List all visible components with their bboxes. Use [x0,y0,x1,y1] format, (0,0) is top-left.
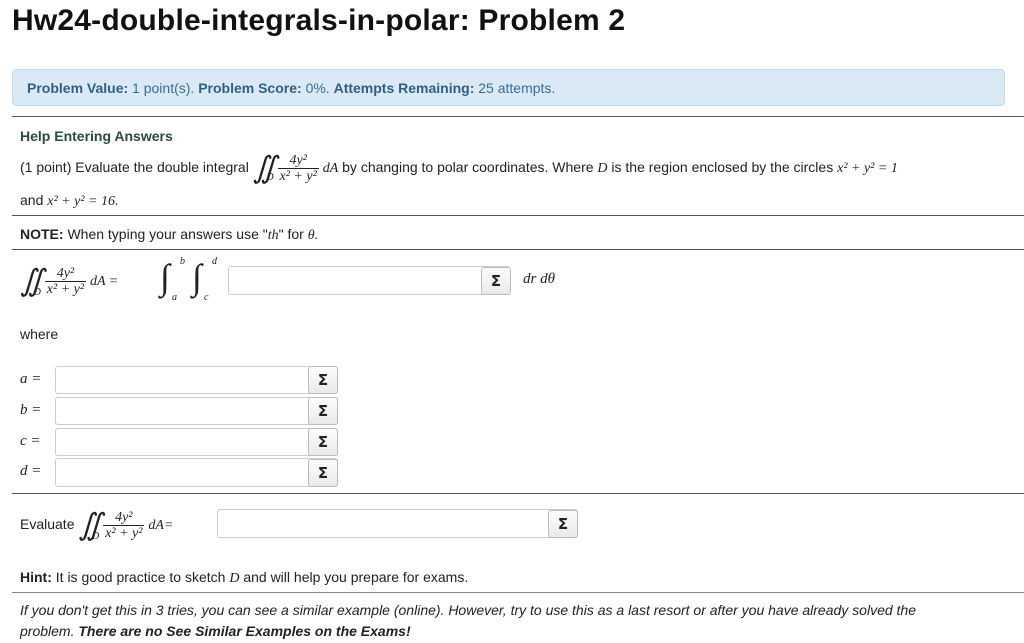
limit-d-label: d = [20,463,42,479]
sigma-icon[interactable]: Σ [548,510,578,538]
divider [12,493,1024,494]
where-label: where [20,326,59,342]
integrand-denominator: x² + y² [46,281,85,297]
integrand-denominator: x² + y² [279,168,317,184]
integrand-fraction [278,153,319,184]
inner-integral-symbol: ∫ [192,257,202,297]
footer-problem-text: problem. [20,623,75,639]
hint-label: Hint: [20,569,52,585]
attempts-remaining-label: Attempts Remaining: [333,80,475,96]
page-title: Hw24-double-integrals-in-polar: Problem 2 [12,4,626,37]
note-th: th [267,228,279,243]
note-text-after: " for [278,226,304,242]
double-integral-symbol: ∬ [20,264,34,298]
integrand-numerator: 4y² [289,152,307,168]
integrand-answer-input[interactable] [228,266,510,295]
hint [20,569,468,587]
note-theta: θ. [307,228,319,243]
region-subscript: D [266,172,274,183]
outer-integral-symbol: ∫ [160,257,170,297]
outer-upper-limit-b: b [180,256,185,267]
integrand-fraction [45,266,86,297]
limit-a-label: a = [20,371,42,387]
sigma-icon[interactable]: Σ [308,428,338,456]
circle-2-equation: x² + y² = 16. [47,194,119,209]
problem-statement-line-2 [20,192,118,210]
problem-value: 1 point(s). [132,80,195,96]
inner-upper-limit-d: d [212,256,217,267]
problem-prefix: (1 point) Evaluate the double integral [20,159,249,175]
setup-equals: dA = [89,274,119,289]
evaluate-answer-input[interactable] [217,509,578,538]
region-subscript: D [92,531,100,542]
hint-D: D [229,571,240,586]
hint-text-before: It is good practice to sketch [55,569,226,585]
footer-exams-warning: There are no See Similar Examples on the Exams! [78,623,411,639]
and-text: and [20,192,44,208]
problem-suffix: is the region enclosed by the circles [611,159,834,175]
setup-integral-left [20,258,118,302]
integrand-numerator: 4y² [56,265,75,281]
limit-b-input[interactable] [55,397,338,425]
circle-1-equation: x² + y² = 1 [837,161,898,176]
divider [12,592,1024,593]
problem-score-label: Problem Score: [198,80,302,96]
limit-b-label: b = [20,402,42,418]
evaluate-row [20,502,173,546]
sigma-icon[interactable]: Σ [308,397,338,425]
limit-c-input[interactable] [55,428,338,456]
note-label: NOTE: [20,226,64,242]
evaluate-label: Evaluate [20,516,75,532]
sigma-icon[interactable]: Σ [308,459,338,487]
double-integral-symbol: ∬ [252,151,267,185]
problem-statement [20,147,898,187]
note [20,226,318,244]
integrand-fraction [103,510,144,541]
attempts-remaining: 25 attempts. [478,80,556,96]
problem-value-label: Problem Value: [27,80,129,96]
evaluate-dA: dA= [148,518,174,533]
region-subscript: D [33,287,41,298]
divider [12,116,1024,117]
note-text-before: When typing your answers use " [67,226,268,242]
divider [12,249,1024,250]
hint-text-after: and will help you prepare for exams. [243,569,469,585]
region-D: D [597,161,608,176]
outer-lower-limit-a: a [172,292,177,303]
integrand-denominator: x² + y² [105,525,143,541]
integrand-numerator: 4y² [115,509,133,525]
problem-score: 0%. [305,80,330,96]
limit-a-input[interactable] [55,366,338,394]
limit-d-input[interactable] [55,458,338,487]
differentials-dr-dtheta: dr dθ [523,271,555,287]
help-entering-answers-link[interactable]: Help Entering Answers [20,128,173,144]
integrand-dA: dA [322,161,339,176]
footer-line-2 [20,623,411,639]
limit-c-label: c = [20,433,41,449]
problem-info-bar [12,69,1005,106]
problem-middle: by changing to polar coordinates. Where [342,159,594,175]
double-integral-symbol: ∬ [78,508,93,542]
inner-lower-limit-c: c [204,292,209,303]
sigma-icon[interactable]: Σ [481,267,511,295]
sigma-icon[interactable]: Σ [308,366,338,394]
footer-line-1: If you don't get this in 3 tries, you can see a similar example (online). However, try to use this as a last resort or after you have already solved the [20,602,916,618]
divider [12,215,1024,216]
